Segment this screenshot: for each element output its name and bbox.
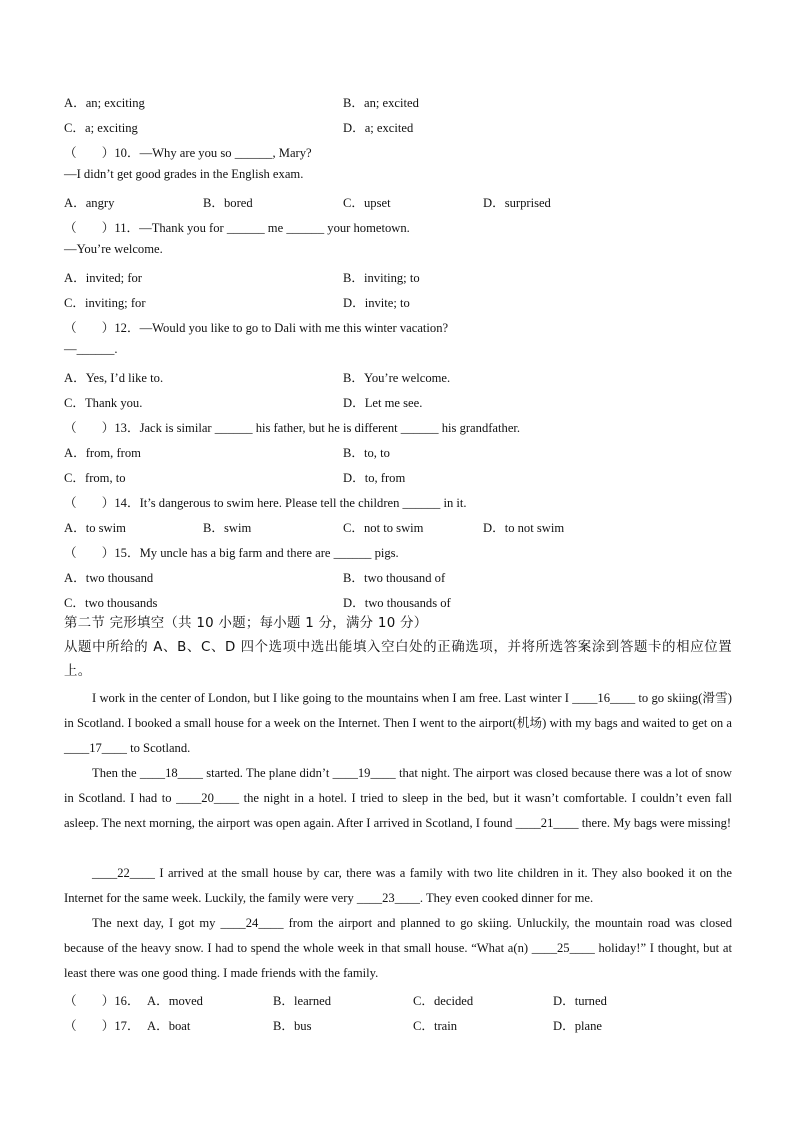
question-row — [0, 317, 794, 333]
question-row — [0, 417, 794, 433]
options-row — [0, 192, 794, 208]
question-number: （ ）17． — [64, 1019, 140, 1033]
option-b: B．swim — [203, 521, 252, 535]
options-row — [0, 267, 794, 283]
option-a: A．invited; for — [64, 271, 142, 285]
section-instructions: 从题中所给的 A、B、C、D 四个选项中选出能填入空白处的正确选项，并将所选答案涂到答题卡的相应位置上。 — [64, 640, 732, 679]
option-a: A．from, from — [64, 446, 141, 460]
option-a: C．two thousands — [64, 596, 158, 610]
options-row — [0, 292, 794, 308]
option-b: D．a; excited — [343, 121, 414, 135]
option-b: D．invite; to — [343, 296, 410, 310]
options-row — [0, 442, 794, 458]
option-a: A．an; exciting — [64, 96, 145, 110]
option-a: A．two thousand — [64, 571, 154, 585]
option-a: C．inviting; for — [64, 296, 146, 310]
option-a: A．moved — [147, 994, 203, 1008]
option-d: D．turned — [553, 994, 607, 1008]
option-b: D．to, from — [343, 471, 406, 485]
question-text: （ ）11．—Thank you for ______ me ______ your hometown. — [64, 221, 410, 235]
option-c: C．not to swim — [343, 521, 424, 535]
question-row — [0, 492, 794, 508]
option-b: B．two thousand of — [343, 571, 446, 585]
option-c: C．upset — [343, 196, 391, 210]
cloze-options-row — [0, 990, 794, 1006]
question-row — [0, 542, 794, 558]
option-a: A．angry — [64, 196, 115, 210]
question-text: （ ）14．It’s dangerous to swim here. Please tell the children ______ in it. — [64, 496, 467, 510]
question-text: （ ）15．My uncle has a big farm and there are ______ pigs. — [64, 546, 399, 560]
option-b: B．inviting; to — [343, 271, 420, 285]
passage-paragraph-3: ____22____ I arrived at the small house by car, there was a family with two lite children in it. They also booked it on the Internet for the same week. Luckily, the family were very ____23____. They even cooked dinner for me. — [64, 866, 732, 905]
dialog-text: —______. — [64, 342, 118, 356]
option-b: B．an; excited — [343, 96, 419, 110]
options-row — [0, 567, 794, 583]
option-b: D．two thousands of — [343, 596, 451, 610]
cloze-options-row — [0, 1015, 794, 1031]
options-row — [0, 517, 794, 533]
dialog-line — [0, 167, 794, 183]
passage-paragraph-4: The next day, I got my ____24____ from the airport and planned to go skiing. Unluckily, the mountain road was closed because of the heavy snow. I had to spend the whole week in that small house. “What a(n) ____25____ holiday!” I thought, but at least there was one good thing. I made friends with the family. — [64, 916, 732, 980]
passage-paragraph-2: Then the ____18____ started. The plane didn’t ____19____ that night. The airport was closed because there was a lot of snow in Scotland. I had to ____20____ the night in a hotel. I tried to sleep in the bed, but it wasn’t comfortable. I couldn’t even fall asleep. The next morning, the airport was open again. After I arrived in Scotland, I found ____21____ there. My bags were missing! — [64, 766, 732, 830]
option-a: C．a; exciting — [64, 121, 138, 135]
question-row — [0, 217, 794, 233]
dialog-text: —I didn’t get good grades in the English exam. — [64, 167, 304, 181]
question-text: （ ）13．Jack is similar ______ his father, but he is different ______ his grandfather. — [64, 421, 521, 435]
option-a: C．from, to — [64, 471, 126, 485]
dialog-line — [0, 242, 794, 258]
option-b: B．bored — [203, 196, 253, 210]
passage-paragraph-1: I work in the center of London, but I like going to the mountains when I am free. Last winter I ____16____ to go skiing(滑雪) in Scotland. I booked a small house for a week on the Internet. Then I went to the airport(机场) with my bags and waited to get on a ____17____ to Scotland. — [64, 691, 732, 755]
options-row — [0, 92, 794, 108]
option-c: C．train — [413, 1019, 458, 1033]
option-c: C．decided — [413, 994, 474, 1008]
dialog-text: —You’re welcome. — [64, 242, 163, 256]
option-b: B．You’re welcome. — [343, 371, 451, 385]
options-row — [0, 592, 794, 608]
option-b: B．bus — [273, 1019, 312, 1033]
question-text: （ ）10．—Why are you so ______, Mary? — [64, 146, 312, 160]
options-row — [0, 467, 794, 483]
options-row — [0, 367, 794, 383]
options-row — [0, 392, 794, 408]
question-number: （ ）16． — [64, 994, 140, 1008]
option-a: A．boat — [147, 1019, 191, 1033]
option-d: D．surprised — [483, 196, 551, 210]
question-text: （ ）12．—Would you like to go to Dali with me this winter vacation? — [64, 321, 449, 335]
option-a: A．to swim — [64, 521, 126, 535]
option-a: C．Thank you. — [64, 396, 143, 410]
option-b: D．Let me see. — [343, 396, 423, 410]
question-row — [0, 142, 794, 158]
option-d: D．plane — [553, 1019, 602, 1033]
option-b: B．to, to — [343, 446, 390, 460]
option-b: B．learned — [273, 994, 332, 1008]
dialog-line — [0, 342, 794, 358]
section-title: 第二节 完形填空（共 10 小题；每小题 1 分，满分 10 分） — [64, 616, 428, 631]
option-a: A．Yes, I’d like to. — [64, 371, 164, 385]
option-d: D．to not swim — [483, 521, 565, 535]
options-row — [0, 117, 794, 133]
